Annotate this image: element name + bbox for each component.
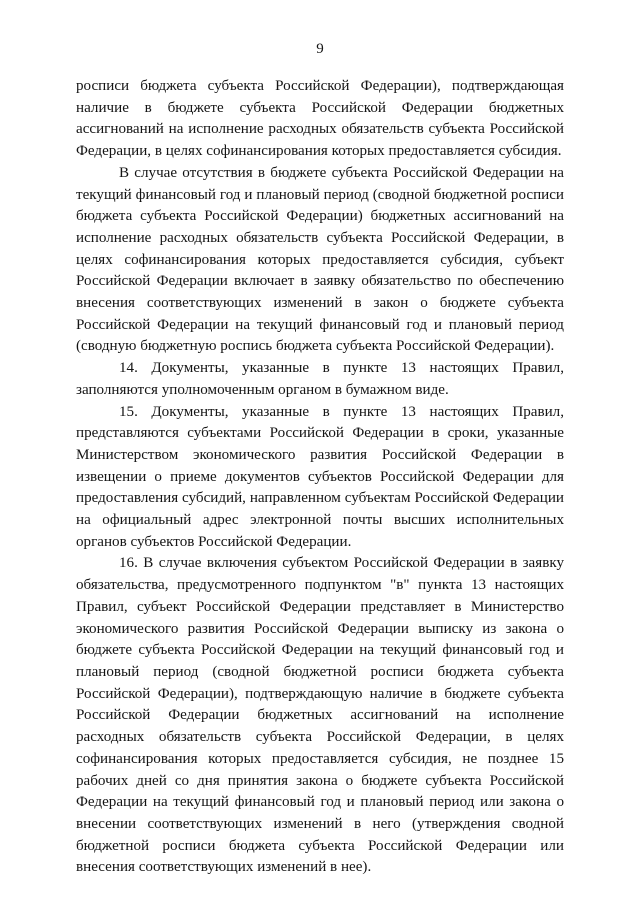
paragraph-continuation: росписи бюджета субъекта Российской Федерации), подтверждающая наличие в бюджете субъекта Российской Федерации бюджетных ассигнований на исполнение расходных обязательств субъекта Российской Федерации, в целях софинансирования которых предоставляется субсидия. [76, 78, 564, 160]
document-body [76, 76, 564, 879]
paragraph-item-15: 15. Документы, указанные в пункте 13 настоящих Правил, представляются субъектами Российской Федерации в сроки, указанные Министерством экономического развития Российской Федерации в извещении о приеме документов субъектов Российской Федерации для предоставления субсидий, направленном субъектам Российской Федерации на официальный адрес электронной почты высших исполнительных органов субъектов Российской Федерации. [76, 403, 564, 550]
page-number: 9 [316, 41, 324, 57]
paragraph-item-16: 16. В случае включения субъектом Российской Федерации в заявку обязательства, предусмотренного подпунктом "в" пункта 13 настоящих Правил, субъект Российской Федерации представляет в Министерство экономического развития Российской Федерации выписку из закона о бюджете субъекта Российской Федерации на текущий финансовый год и плановый период (сводной бюджетной росписи бюджета субъекта Российской Федерации), подтверждающую наличие в бюджете субъекта Российской Федерации бюджетных ассигнований на исполнение расходных обязательств субъекта Российской Федерации, в целях софинансирования которых предоставляется субсидия, не позднее 15 рабочих дней со дня принятия закона о бюджете субъекта Российской Федерации на текущий финансовый год и плановый период или закона о внесении соответствующих изменений в него (утверждения сводной бюджетной росписи бюджета субъекта Российской Федерации или внесения соответствующих изменений в нее). [76, 555, 564, 876]
paragraph-absence-of-allocations: В случае отсутствия в бюджете субъекта Российской Федерации на текущий финансовый год и плановый период (сводной бюджетной росписи бюджета субъекта Российской Федерации) бюджетных ассигнований на исполнение расходных обязательств субъекта Российской Федерации, в целях софинансирования которых предоставляется субсидия, субъект Российской Федерации включает в заявку обязательство по обеспечению внесения соответствующих изменений в закон о бюджете субъекта Российской Федерации на текущий финансовый год и плановый период (сводную бюджетную роспись бюджета субъекта Российской Федерации). [76, 164, 564, 355]
paragraph-item-14: 14. Документы, указанные в пункте 13 настоящих Правил, заполняются уполномоченным органом в бумажном виде. [76, 360, 564, 398]
